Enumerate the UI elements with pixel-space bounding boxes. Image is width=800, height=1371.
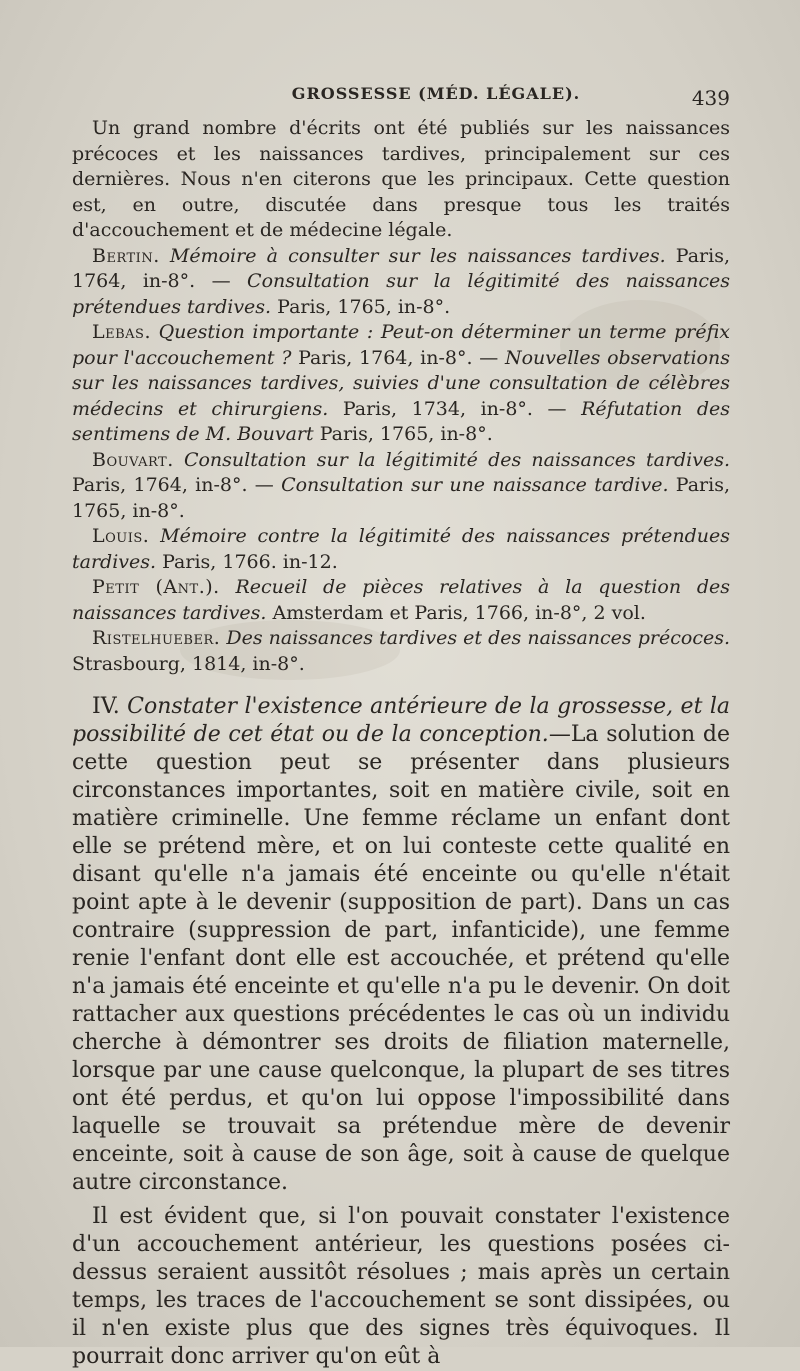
bib-detail: Amsterdam et Paris, 1766, in-8°, 2 vol. <box>272 601 646 624</box>
bib-title: Recueil de pièces relatives à la question des naissances tardives. <box>72 576 730 624</box>
bib-detail: Paris, 1765, in-8°. <box>72 474 730 522</box>
final-paragraph: Il est évident que, si l'on pouvait constater l'existence d'un accouchement antérieur, les questions posées ci-dessus seraient aussitôt résolues ; mais après un certain temps, les traces de l'accouchement se sont dissipées, ou il n'en existe plus que des signes très équivoques. Il pourrait donc arriver qu'on eût à <box>72 1204 730 1369</box>
bib-detail: Paris, 1734, in-8°. — <box>342 397 567 420</box>
bib-title: Des naissances tardives et des naissances précoces. <box>226 627 730 649</box>
section-number: IV. <box>92 694 120 719</box>
bib-entry-ristelhueber <box>72 626 730 677</box>
section-body: —La solution de cette question peut se présenter dans plusieurs circonstances importantes, soit en matière civile, soit en matière criminelle. Une femme réclame un enfant dont elle se prétend mère, et on lui conteste cette qualité en disant qu'elle n'a jamais été enceinte ou qu'elle n'était point apte à le devenir (supposition de part). Dans un cas contraire (suppression de part, infanticide), une femme renie l'enfant dont elle est accouchée, et prétend qu'elle n'a jamais été enceinte et qu'elle n'a pu le devenir. On doit rattacher aux questions précédentes le cas où un individu cherche à démontrer ses droits de filiation maternelle, lorsque par une cause quelconque, la plupart de ses titres ont été perdus, et qu'on lui oppose l'impossibilité dans laquelle se trouvait sa prétendue mère de devenir enceinte, soit à cause de son âge, soit à cause de quelque autre circonstance. <box>72 722 730 1195</box>
bib-author: Louis. <box>92 525 150 547</box>
bib-title: Consultation sur la légitimité des naissances tardives. <box>183 448 731 471</box>
page-header <box>72 84 730 116</box>
intro-paragraph: Un grand nombre d'écrits ont été publiés sur les naissances précoces et les naissances tardives, principalement sur ces dernières. Nous n'en citerons que les principaux. Cette question est, en outre, discutée dans presque tous les traités d'accouchement et de médecine légale. <box>72 117 730 241</box>
bib-author: Petit (Ant.). <box>92 576 220 598</box>
bib-author: Lebas. <box>92 321 151 343</box>
bib-title: Consultation sur une naissance tardive. <box>281 474 669 496</box>
bib-author: Bertin. <box>92 244 160 267</box>
bib-title: Mémoire à consulter sur les naissances tardives. <box>169 244 666 267</box>
bib-detail: Paris, 1766. in-12. <box>162 550 338 573</box>
bib-title: Mémoire contre la légitimité des naissances prétendues tardives. <box>72 525 730 573</box>
bib-title: Consultation sur la légitimité des naissances prétendues tardives. <box>72 270 731 318</box>
main-text <box>72 693 730 1371</box>
bib-entry-lebas <box>72 320 730 448</box>
page-number: 439 <box>691 86 730 110</box>
bib-detail: Paris, 1764, in-8°. — <box>298 346 499 369</box>
section-iv-paragraph <box>72 693 730 1197</box>
bib-entry-bertin <box>72 244 730 321</box>
bib-detail: Paris, 1765, in-8°. <box>277 295 451 318</box>
section-heading: Constater l'existence antérieure de la grossesse, et la possibilité de cet état ou de la conception. <box>72 694 730 747</box>
bib-author: Bouvart. <box>92 448 174 471</box>
bib-detail: Paris, 1764, in-8°. — <box>72 474 274 496</box>
bib-entry-bouvart <box>72 448 730 525</box>
bib-author: Ristelhueber. <box>92 627 221 649</box>
bib-detail: Paris, 1764, in-8°. — <box>72 244 731 292</box>
bib-detail: Paris, 1765, in-8°. <box>319 423 493 445</box>
running-title: GROSSESSE (MÉD. LÉGALE). <box>291 84 581 103</box>
page-content <box>72 84 730 1371</box>
bibliography-section <box>72 116 730 677</box>
bib-detail: Strasbourg, 1814, in-8°. <box>72 652 305 675</box>
bib-title: Nouvelles observations sur les naissances tardives, suivies d'une consultation de célèbres médecins et chirurgiens. <box>72 346 730 420</box>
bib-title: Question importante : Peut-on déterminer un terme préfix pour l'accouchement ? <box>72 321 730 369</box>
bib-title: Réfutation des sentimens de M. Bouvart <box>72 397 730 445</box>
bib-entry-louis <box>72 524 730 575</box>
bib-entry-petit <box>72 575 730 626</box>
